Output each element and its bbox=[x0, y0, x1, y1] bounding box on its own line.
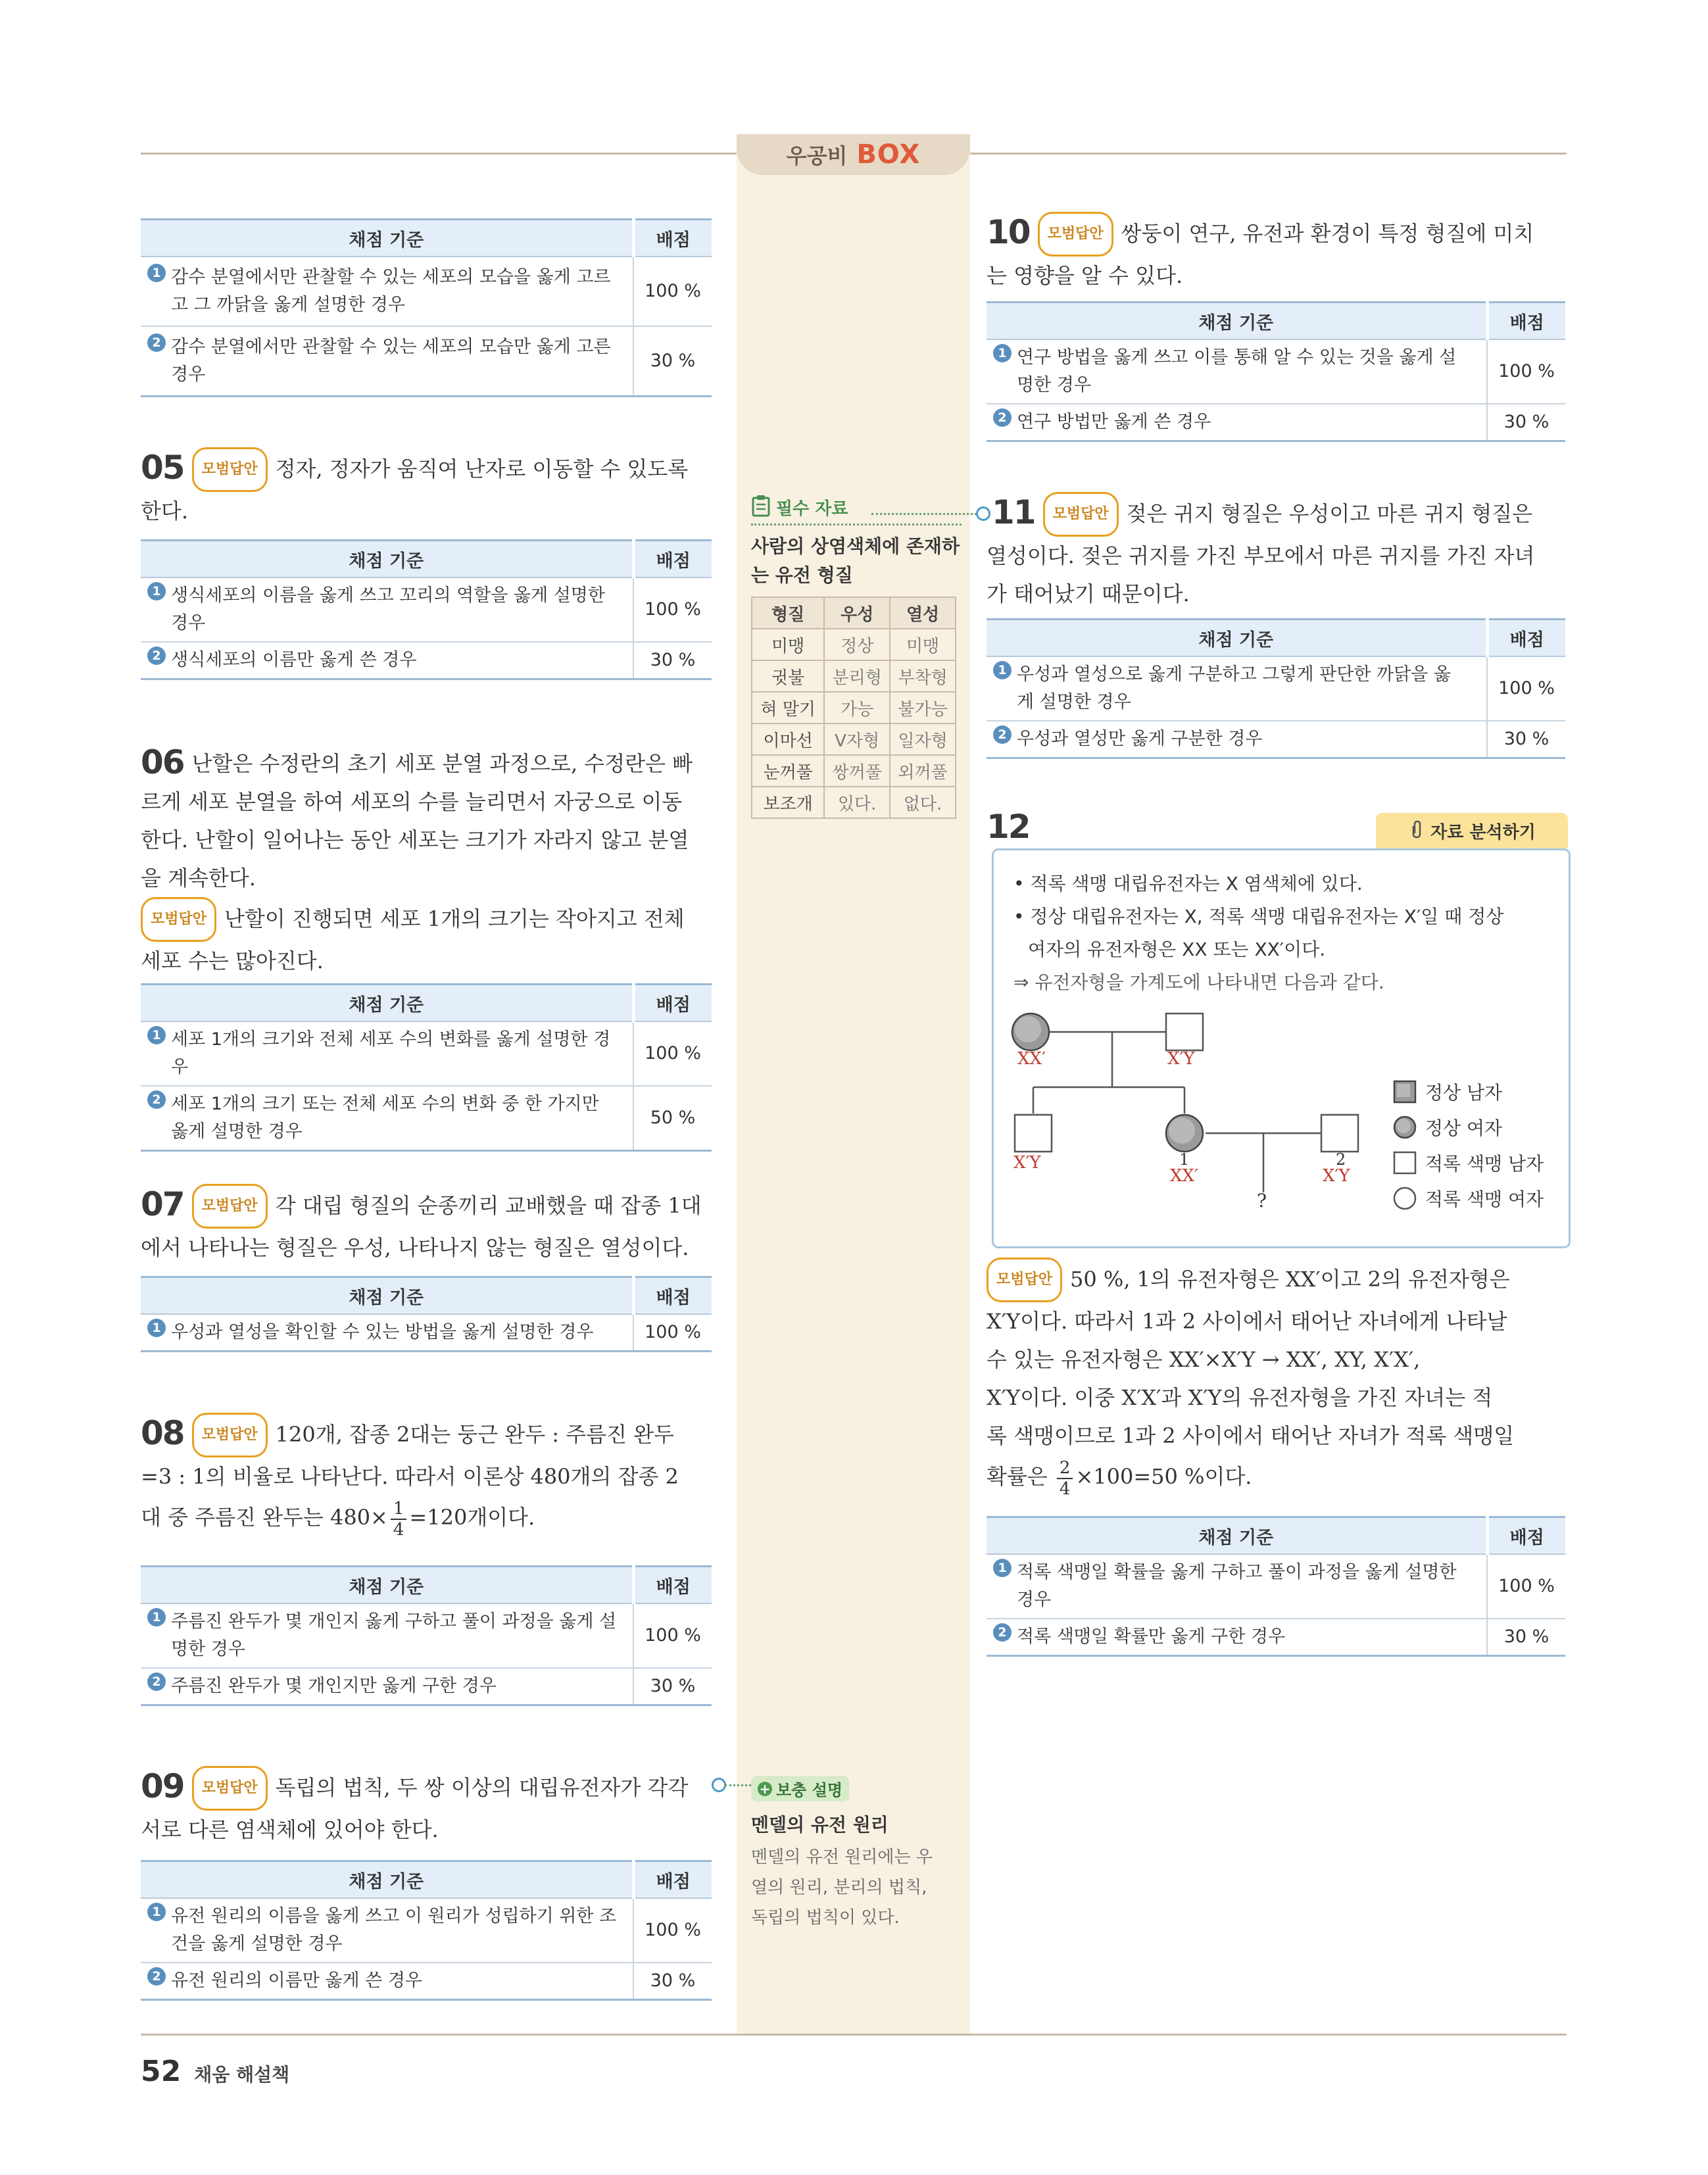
essential-data-box: 필수 자료 사람의 상염색체에 존재하 는 유전 형질 형질 우성 열성 미맹 정상 미맹 귓불 분리형 부착형 혀 말기 가능 불가능 이마선 V자형 일자형 눈꺼풀 쌍꺼풀 외꺼풀 보조개 있다. 없다. bbox=[751, 495, 962, 819]
table-row: 2 감수 분열에서만 관찰할 수 있는 세포의 모습만 옳게 고른 경우 30 % bbox=[141, 326, 712, 397]
model-answer-tag: 모범답안 bbox=[141, 897, 216, 942]
table-row: 1 세포 1개의 크기와 전체 세포 수의 변화를 옳게 설명한 경우 100 % bbox=[141, 1021, 712, 1086]
number-2-icon: 2 bbox=[993, 1623, 1012, 1642]
problem-07: 07 모범답안 각 대립 형질의 순종끼리 교배했을 때 잡종 1대 에서 나타나는 형질은 우성, 나타나지 않는 형질은 열성이다. bbox=[141, 1185, 702, 1260]
connector-line bbox=[725, 1784, 751, 1786]
data-analysis-badge: 자료 분석하기 bbox=[1376, 813, 1568, 848]
table-row: 2 연구 방법만 옳게 쓴 경우 30 % bbox=[987, 404, 1565, 441]
model-answer-tag: 모범답안 bbox=[192, 447, 268, 492]
problem-number: 09 bbox=[141, 1767, 184, 1805]
table-row: 1 감수 분열에서만 관찰할 수 있는 세포의 모습을 옳게 고르 고 그 까닭을 옳게 설명한 경우 100 % bbox=[141, 257, 712, 326]
problem-number: 07 bbox=[141, 1185, 184, 1223]
criteria-table-10: 채점 기준 배점 1 연구 방법을 옳게 쓰고 이를 통해 알 수 있는 것을 옳게 설 명한 경우 100 % 2 연구 방법만 옳게 쓴 경우 30 % bbox=[987, 301, 1565, 442]
table-row: 1 우성과 열성으로 옳게 구분하고 그렇게 판단한 까닭을 옳 게 설명한 경우 100 % bbox=[987, 656, 1565, 721]
number-1-icon: 1 bbox=[147, 264, 166, 282]
father-genotype: X′Y bbox=[1167, 1049, 1195, 1069]
table-row: 2 세포 1개의 크기 또는 전체 세포 수의 변화 중 한 가지만 옳게 설명한 경우 50 % bbox=[141, 1086, 712, 1151]
problem-number: 05 bbox=[141, 449, 184, 487]
connector-line bbox=[871, 513, 977, 515]
mother-symbol bbox=[1012, 1014, 1049, 1050]
plus-icon: + bbox=[758, 1782, 772, 1796]
problem-number: 06 bbox=[141, 743, 184, 781]
fraction: $\frac{1}{4}$ bbox=[391, 1499, 407, 1540]
table-row: 1 우성과 열성을 확인할 수 있는 방법을 옳게 설명한 경우 100 % bbox=[141, 1314, 712, 1352]
criteria-table-07: 채점 기준 배점 1 우성과 열성을 확인할 수 있는 방법을 옳게 설명한 경우 100 % bbox=[141, 1276, 712, 1352]
model-answer-tag: 모범답안 bbox=[192, 1184, 268, 1229]
criteria-table-11: 채점 기준 배점 1 우성과 열성으로 옳게 구분하고 그렇게 판단한 까닭을 옳 게 설명한 경우 100 % 2 우성과 열성만 옳게 구분한 경우 30 % bbox=[987, 618, 1565, 759]
fraction: $\frac{2}{4}$ bbox=[1057, 1458, 1073, 1499]
son-genotype: X′Y bbox=[1013, 1153, 1041, 1173]
number-2-icon: 2 bbox=[147, 1673, 166, 1691]
number-1-icon: 1 bbox=[147, 1903, 166, 1921]
child-unknown: ? bbox=[1257, 1190, 1267, 1211]
criteria-table-08: 채점 기준 배점 1 주름진 완두가 몇 개인지 옳게 구하고 풀이 과정을 옳게 설 명한 경우 100 % 2 주름진 완두가 몇 개인지만 옳게 구한 경우 30 % bbox=[141, 1565, 712, 1706]
problem-11: 11 모범답안 젖은 귀지 형질은 우성이고 마른 귀지 형질은 열성이다. 젖은 귀지를 가진 부모에서 마른 귀지를 가진 자녀 가 태어났기 때문이다. bbox=[987, 493, 1535, 606]
number-1-icon: 1 bbox=[147, 582, 166, 600]
number-1-icon: 1 bbox=[993, 344, 1012, 362]
criteria-header: 채점 기준 bbox=[141, 220, 633, 257]
table-row: 1 적록 색맹일 확률을 옳게 구하고 풀이 과정을 옳게 설명한 경우 100 % bbox=[987, 1554, 1565, 1619]
points-header: 배점 bbox=[633, 220, 712, 257]
supplement-box: + 보충 설명 멘델의 유전 원리 멘델의 유전 원리에는 우 열의 원리, 분리의 법칙, 독립의 법칙이 있다. bbox=[751, 1776, 962, 1933]
number-2-icon: 2 bbox=[993, 408, 1012, 427]
model-answer-tag: 모범답안 bbox=[987, 1258, 1062, 1302]
criteria-table-09: 채점 기준 배점 1 유전 원리의 이름을 옳게 쓰고 이 원리가 성립하기 위한 조 건을 옳게 설명한 경우 100 % 2 유전 원리의 이름만 옳게 쓴 경우 30 % bbox=[141, 1860, 712, 2001]
book-title: 채움 해설책 bbox=[194, 2064, 290, 2086]
number-1-icon: 1 bbox=[147, 1026, 166, 1044]
box-column bbox=[737, 141, 970, 2034]
table-row: 2 적록 색맹일 확률만 옳게 구한 경우 30 % bbox=[987, 1619, 1565, 1656]
problem-08: 08 모범답안 120개, 잡종 2대는 둥근 완두 : 주름진 완두 =3 : 1의 비율로 나타난다. 따라서 이론상 480개의 잡종 2 대 중 주름진 완두는 480× $\frac{1}{4}$ =120개이다. bbox=[141, 1414, 679, 1540]
box-label-box: BOX bbox=[856, 139, 921, 170]
pedigree-legend: 정상 남자 정상 여자 적록 색맹 남자 적록 색맹 여자 bbox=[1392, 1074, 1544, 1216]
mother-genotype: XX′ bbox=[1017, 1049, 1046, 1069]
criteria-table-12: 채점 기준 배점 1 적록 색맹일 확률을 옳게 구하고 풀이 과정을 옳게 설명한 경우 100 % 2 적록 색맹일 확률만 옳게 구한 경우 30 % bbox=[987, 1516, 1565, 1657]
box-header-tab bbox=[737, 134, 970, 175]
table-row: 1 연구 방법을 옳게 쓰고 이를 통해 알 수 있는 것을 옳게 설 명한 경우 100 % bbox=[987, 339, 1565, 404]
number-2-icon: 2 bbox=[147, 1090, 166, 1109]
table-row: 2 우성과 열성만 옳게 구분한 경우 30 % bbox=[987, 721, 1565, 758]
clipboard-icon bbox=[751, 495, 771, 520]
table-row: 1 주름진 완두가 몇 개인지 옳게 구하고 풀이 과정을 옳게 설 명한 경우 100 % bbox=[141, 1603, 712, 1668]
problem-09: 09 모범답안 독립의 법칙, 두 쌍 이상의 대립유전자가 각각 서로 다른 염색체에 있어야 한다. bbox=[141, 1767, 689, 1842]
number-1-icon: 1 bbox=[147, 1319, 166, 1337]
model-answer-tag: 모범답안 bbox=[1043, 492, 1119, 537]
connector-dot-icon bbox=[976, 506, 990, 521]
number-2-icon: 2 bbox=[993, 725, 1012, 744]
paperclip-icon bbox=[1408, 819, 1425, 842]
criteria-table-04 bbox=[141, 218, 712, 397]
table-row: 2 생식세포의 이름만 옳게 쓴 경우 30 % bbox=[141, 642, 712, 679]
table-row: 2 주름진 완두가 몇 개인지만 옳게 구한 경우 30 % bbox=[141, 1668, 712, 1705]
number-1-icon: 1 bbox=[993, 1559, 1012, 1577]
problem-number: 10 bbox=[987, 213, 1030, 251]
model-answer-tag: 모범답안 bbox=[192, 1413, 268, 1457]
connector-dot-icon bbox=[712, 1778, 726, 1792]
problem-10: 10 모범답안 쌍둥이 연구, 유전과 환경이 특정 형질에 미치 는 영향을 알 수 있다. bbox=[987, 213, 1534, 288]
model-answer-tag: 모범답안 bbox=[192, 1766, 268, 1811]
number-1-icon: 1 bbox=[147, 1608, 166, 1626]
problem-12-answer: 모범답안 50 %, 1의 유전자형은 XX′이고 2의 유전자형은 X′Y이다. 따라서 1과 2 사이에서 태어난 자녀에게 나타날 수 있는 유전자형은 XX′×X′Y → XX′, XY, X′X′, X′Y이다. 이중 X′X′과 X′Y의 유전자형을 가진 자녀는 적 록 색맹이므로 1과 2 사이에서 태어난 자녀가 적록 색맹일 확률은 $\frac{2}{4}$ ×100=50 %이다. bbox=[987, 1258, 1568, 1499]
page-number: 52 bbox=[141, 2055, 182, 2088]
daughter-genotype: XX′ bbox=[1170, 1166, 1198, 1186]
data-box-12: • 적록 색맹 대립유전자는 X 염색체에 있다. • 정상 대립유전자는 X, 적록 색맹 대립유전자는 X′일 때 정상 여자의 유전자형은 XX 또는 XX′이다. ⇒ 유전자형을 가계도에 나타내면 다음과 같다. XX′ X′Y X′Y 1 XX′ 2 X′Y ? 정상 남자 정상 여자 적록 색맹 남자 적록 색맹 여자 bbox=[992, 848, 1571, 1248]
number-2-icon: 2 bbox=[147, 1967, 166, 1986]
table-row: 2 유전 원리의 이름만 옳게 쓴 경우 30 % bbox=[141, 1963, 712, 2000]
essential-data-label: 필수 자료 bbox=[776, 499, 848, 519]
husband-symbol bbox=[1321, 1115, 1358, 1152]
model-answer-tag: 모범답안 bbox=[1038, 212, 1113, 257]
husband-genotype: X′Y bbox=[1323, 1166, 1350, 1186]
trait-table: 형질 우성 열성 미맹 정상 미맹 귓불 분리형 부착형 혀 말기 가능 불가능 이마선 V자형 일자형 눈꺼풀 쌍꺼풀 외꺼풀 보조개 있다. 없다. bbox=[751, 597, 956, 819]
page-footer bbox=[141, 2055, 289, 2088]
problem-number: 12 bbox=[987, 808, 1030, 846]
daughter-symbol bbox=[1166, 1115, 1203, 1152]
number-1-icon: 1 bbox=[993, 661, 1012, 679]
criteria-table-06: 채점 기준 배점 1 세포 1개의 크기와 전체 세포 수의 변화를 옳게 설명한 경우 100 % 2 세포 1개의 크기 또는 전체 세포 수의 변화 중 한 가지만 옳게 설명한 경우 50 % bbox=[141, 983, 712, 1152]
bottom-rule bbox=[141, 2034, 1567, 2036]
problem-06: 06 난할은 수정란의 초기 세포 분열 과정으로, 수정란은 빠 르게 세포 분열을 하여 세포의 수를 늘리면서 자궁으로 이동 한다. 난할이 일어나는 동안 세포는 크기가 자라지 않고 분열 을 계속한다. 모범답안 난할이 진행되면 세포 1개의 크기는 작아지고 전체 세포 수는 많아진다. bbox=[141, 743, 693, 973]
problem-number: 08 bbox=[141, 1414, 184, 1452]
problem-number: 11 bbox=[992, 493, 1035, 531]
table-row: 1 유전 원리의 이름을 옳게 쓰고 이 원리가 성립하기 위한 조 건을 옳게 설명한 경우 100 % bbox=[141, 1898, 712, 1963]
supplement-title: 멘델의 유전 원리 bbox=[751, 1814, 889, 1836]
box-label: 우공비 bbox=[786, 143, 848, 168]
problem-05: 05 모범답안 정자, 정자가 움직여 난자로 이동할 수 있도록 한다. bbox=[141, 449, 689, 524]
number-2-icon: 2 bbox=[147, 647, 166, 665]
son-symbol bbox=[1015, 1115, 1052, 1152]
supplement-label: 보충 설명 bbox=[776, 1781, 843, 1799]
criteria-table-05: 채점 기준 배점 1 생식세포의 이름을 옳게 쓰고 꼬리의 역할을 옳게 설명한 경우 100 % 2 생식세포의 이름만 옳게 쓴 경우 30 % bbox=[141, 539, 712, 680]
father-symbol bbox=[1166, 1014, 1203, 1050]
table-row: 1 생식세포의 이름을 옳게 쓰고 꼬리의 역할을 옳게 설명한 경우 100 % bbox=[141, 577, 712, 642]
number-2-icon: 2 bbox=[147, 333, 166, 352]
